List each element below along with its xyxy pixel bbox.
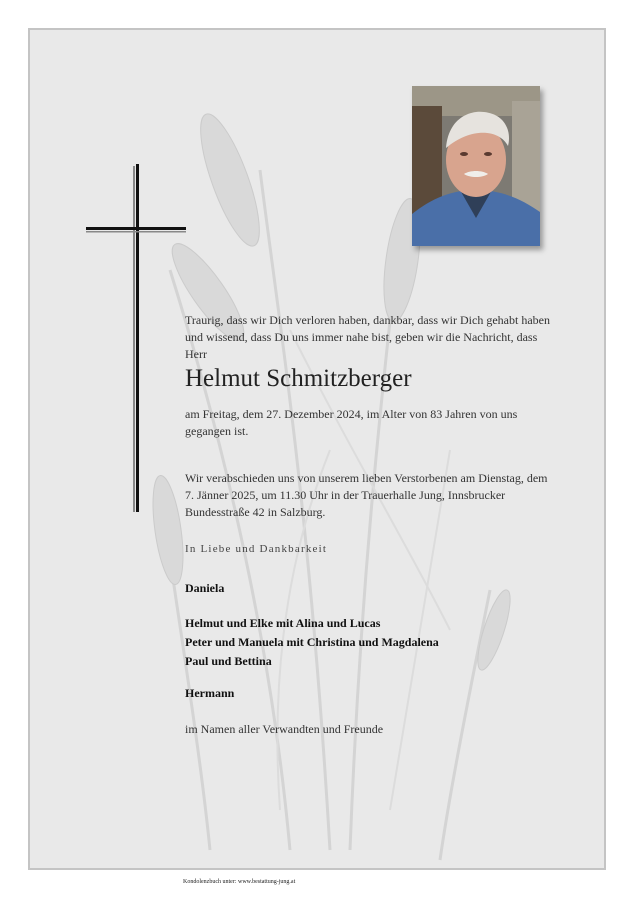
death-notice-text: am Freitag, dem 27. Dezember 2024, im Alter von 83 Jahren von uns gegangen ist.	[185, 407, 518, 438]
condolence-book-footer: Kondolenzbuch unter: www.bestattung-jung.at	[183, 879, 296, 885]
funeral-details-text: Wir verabschieden uns von unserem lieben Verstorbenen am Dienstag, dem 7. Jänner 2025, um 11.30 Uhr in der Trauerhalle Jung, Innsbrucker Bundesstraße 42 in Salzburg.	[185, 471, 548, 519]
in-love-line: In Liebe und Dankbarkeit	[185, 543, 328, 555]
closing-line: im Namen aller Verwandten und Freunde	[185, 722, 384, 736]
deceased-name: Helmut Schmitzberger	[185, 365, 412, 392]
portrait-photo	[412, 86, 540, 246]
family-member: Daniela	[185, 581, 225, 595]
family-member: Paul und Bettina	[185, 654, 272, 668]
family-member: Helmut und Elke mit Alina und Lucas	[185, 616, 381, 630]
family-member: Peter und Manuela mit Christina und Magdalena	[185, 635, 439, 649]
intro-text: Traurig, dass wir Dich verloren haben, dankbar, dass wir Dich gehabt haben und wissend, dass Du uns immer nahe bist, geben wir die Nachricht, dass Herr	[185, 313, 550, 361]
latin-cross-icon	[86, 164, 186, 516]
obituary-card	[28, 28, 606, 870]
family-member: Hermann	[185, 686, 235, 700]
